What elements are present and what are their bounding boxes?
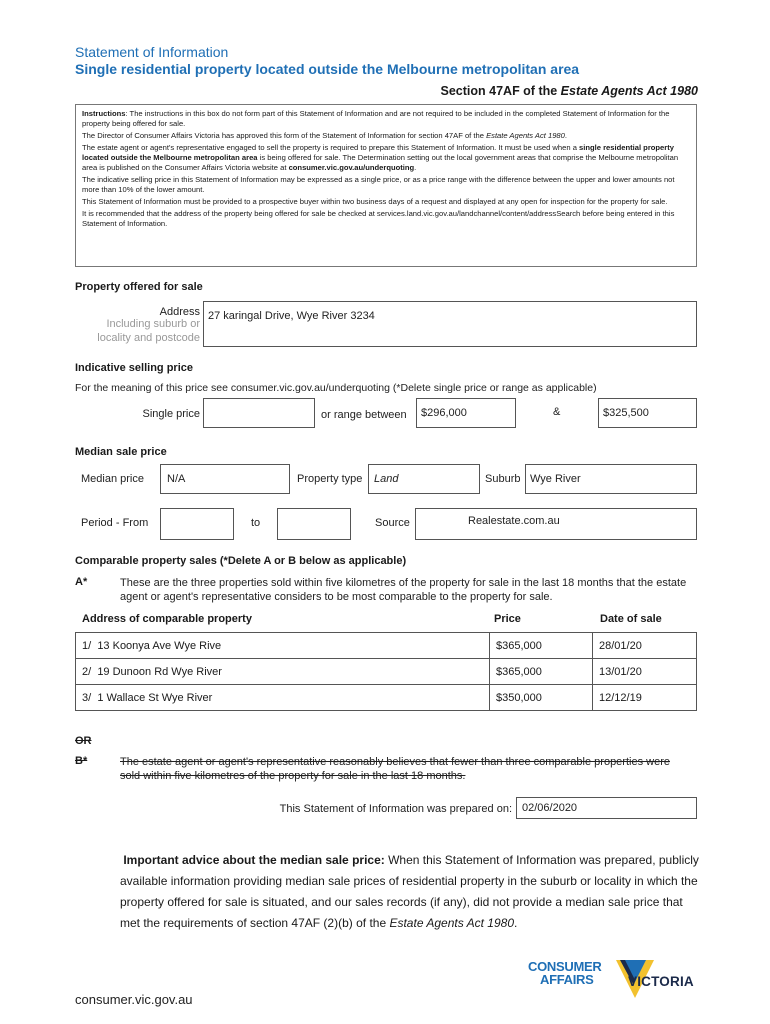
instructions-p3-end: .: [414, 163, 417, 172]
range-high-field[interactable]: [598, 398, 697, 428]
address-sublabel-1: Including suburb or: [106, 318, 200, 330]
indicative-heading: Indicative selling price: [75, 362, 193, 374]
instructions-p2-act: Estate Agents Act 1980: [486, 131, 565, 140]
row-number: 3/: [82, 691, 92, 704]
option-b-text: The estate agent or agent's representative reasonably believes that fewer than three comparable properties were sold within five kilometres of the property for sale in the last 18 months.: [120, 756, 670, 782]
instructions-p1: [82, 109, 690, 129]
comparable-address-cell[interactable]: [76, 685, 490, 711]
period-from-field[interactable]: [160, 508, 234, 540]
range-high-value: $325,500: [603, 407, 649, 419]
property-type-value: Land: [374, 473, 399, 485]
median-price-label: Median price: [81, 473, 144, 485]
row-address: 1 Wallace St Wye River: [97, 691, 213, 704]
address-label: Address: [159, 306, 200, 318]
suburb-label: Suburb: [485, 473, 521, 485]
section-act: Estate Agents Act 1980: [560, 84, 698, 98]
instructions-box: [75, 104, 697, 267]
section-reference: [441, 84, 698, 98]
source-field[interactable]: [415, 508, 697, 540]
comparable-table: [75, 632, 697, 711]
comparable-price-cell[interactable]: $365,000: [490, 659, 593, 685]
option-a-label: A*: [75, 576, 88, 588]
table-row: [76, 659, 697, 685]
comparable-address-cell[interactable]: [76, 633, 490, 659]
prepared-on-field[interactable]: [516, 797, 697, 819]
prepared-on-value: 02/06/2020: [522, 802, 578, 814]
property-type-label: Property type: [297, 473, 363, 485]
footer-url[interactable]: consumer.vic.gov.au: [75, 992, 193, 1007]
instructions-p4: The indicative selling price in this Statement of Information may be expressed as a single price, or as a price range with the difference between the upper and lower amounts not more than 10% of the lower amount.: [82, 175, 675, 194]
source-label: Source: [375, 517, 410, 529]
comparable-date-cell[interactable]: 12/12/19: [593, 685, 697, 711]
table-row: [76, 633, 697, 659]
comparable-price-cell[interactable]: $365,000: [490, 633, 593, 659]
comparable-date-cell[interactable]: 28/01/20: [593, 633, 697, 659]
period-from-label: Period - From: [81, 517, 149, 529]
median-advice: [120, 850, 700, 934]
table-row: [76, 685, 697, 711]
range-low-value: $296,000: [421, 407, 467, 419]
instructions-p2: [82, 131, 690, 141]
section-prefix: Section 47AF of the: [440, 84, 561, 98]
median-price-field[interactable]: [160, 464, 290, 494]
range-label: or range between: [321, 409, 407, 421]
advice-text: When this Statement of Information was prepared, publicly available information providing median sale prices of residential property in the suburb or locality in which the property offered for sale is situated, and our sales records (if any), did not provide a median sale price that met the requirements of section 47AF (2)(b) of the: [120, 853, 699, 930]
instructions-p3-b: is being offered for sale. The Determination setting out the local government areas that comprise the Melbourne metropolitan area is published on the Consumer Affairs Victoria website at: [82, 153, 679, 172]
logo-line-1: CONSUMER: [528, 959, 602, 974]
range-ampersand: &: [553, 406, 561, 418]
instructions-p3-a: The estate agent or agent's representative engaged to sell the property is required to prepare this Statement of Information. It must be used when a: [82, 143, 580, 152]
document-subtitle: Single residential property located outside the Melbourne metropolitan area: [75, 61, 580, 77]
comparable-heading: Comparable property sales (*Delete A or B below as applicable): [75, 555, 407, 567]
advice-act: Estate Agents Act 1980: [389, 916, 514, 930]
instructions-p1-text: : The instructions in this box do not form part of this Statement of Information and are not required to be included in the completed Statement of Information for the property being offered for sale.: [82, 109, 670, 128]
col-address-header: Address of comparable property: [82, 613, 252, 625]
period-to-field[interactable]: [277, 508, 351, 540]
option-b-label: B*: [75, 755, 88, 767]
address-field[interactable]: [203, 301, 697, 347]
instructions-p2-text: The Director of Consumer Affairs Victoria has approved this form of the Statement of Information for section 47AF of the: [82, 131, 487, 140]
comparable-price-cell[interactable]: $350,000: [490, 685, 593, 711]
col-date-header: Date of sale: [600, 613, 662, 625]
property-type-field[interactable]: [368, 464, 480, 494]
col-price-header: Price: [494, 613, 521, 625]
median-price-value: N/A: [167, 473, 186, 485]
instructions-p3: [82, 143, 690, 173]
indicative-meaning: For the meaning of this price see consumer.vic.gov.au/underquoting (*Delete single price or range as applicable): [75, 382, 597, 394]
row-number: 1/: [82, 639, 92, 652]
instructions-p3-bold: single residential property located outside the Melbourne metropolitan area: [82, 143, 674, 162]
option-a-text: These are the three properties sold within five kilometres of the property for sale in the last 18 months that the estate agent or agent's representative considers to be most comparable to the property for sale.: [120, 577, 687, 603]
row-address: 19 Dunoon Rd Wye River: [97, 665, 222, 678]
underquoting-link[interactable]: consumer.vic.gov.au/underquoting: [288, 163, 415, 172]
or-label: OR: [75, 735, 92, 747]
comparable-address-cell[interactable]: [76, 659, 490, 685]
instructions-p5: This Statement of Information must be provided to a prospective buyer within two business days of a request and displayed at any open for inspection for the property for sale.: [82, 197, 668, 206]
consumer-affairs-victoria-logo: [528, 960, 708, 1010]
source-value: Realestate.com.au: [468, 515, 560, 527]
period-to-label: to: [251, 517, 261, 529]
row-number: 2/: [82, 665, 92, 678]
row-address: 13 Koonya Ave Wye Rive: [97, 639, 222, 652]
range-low-field[interactable]: [416, 398, 516, 428]
median-heading: Median sale price: [75, 446, 167, 458]
single-price-field[interactable]: [203, 398, 315, 428]
property-heading: Property offered for sale: [75, 281, 203, 293]
address-sublabel-2: locality and postcode: [97, 332, 200, 344]
logo-line-2: AFFAIRS: [540, 972, 594, 987]
comparable-date-cell[interactable]: 13/01/20: [593, 659, 697, 685]
document-title: Statement of Information: [75, 44, 229, 60]
suburb-value: Wye River: [530, 473, 581, 485]
logo-word: VICTORIA: [628, 974, 694, 989]
instructions-p2-end: .: [564, 131, 568, 140]
instructions-label: Instructions: [82, 109, 126, 118]
address-value: 27 karingal Drive, Wye River 3234: [208, 310, 375, 322]
suburb-field[interactable]: [525, 464, 697, 494]
instructions-p6: It is recommended that the address of the property being offered for sale be checked at services.land.vic.gov.au/landchannel/content/addressSearch before being entered in this Statement of Information.: [82, 209, 675, 228]
advice-end: .: [514, 916, 518, 930]
prepared-on-label: This Statement of Information was prepared on:: [279, 803, 512, 815]
single-price-label: Single price: [142, 408, 200, 420]
advice-heading: Important advice about the median sale price:: [123, 853, 385, 867]
